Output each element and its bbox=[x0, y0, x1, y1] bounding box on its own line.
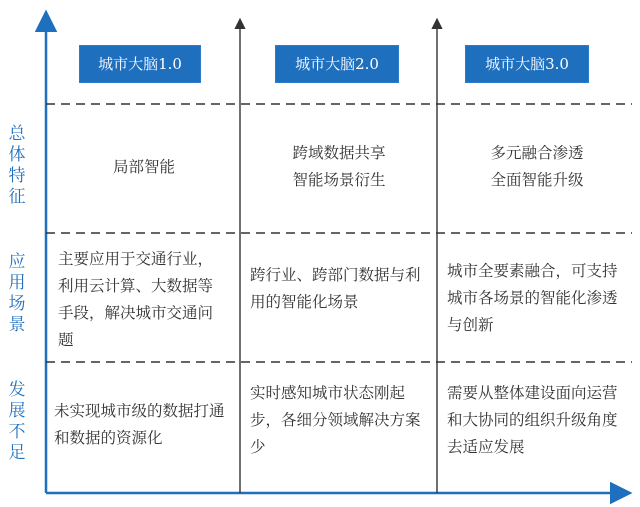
cell-overall-3-line-1: 多元融合渗透 bbox=[490, 144, 584, 162]
cell-application-1: 主要应用于交通行业，利用云计算、大数据等手段，解决城市交通问题 bbox=[58, 250, 214, 349]
header-city-brain-1: 城市大脑1.0 bbox=[80, 46, 200, 82]
cell-shortcoming-1: 未实现城市级的数据打通和数据的资源化 bbox=[54, 402, 225, 447]
cell-shortcoming-3: 需要从整体建设面向运营和大协同的组织升级角度去适应发展 bbox=[447, 384, 618, 456]
cell-application-2: 跨行业、跨部门数据与利用的智能化场景 bbox=[250, 266, 421, 311]
row-label-application: 应用场景 bbox=[8, 252, 26, 335]
cell-application-3: 城市全要素融合，可支持城市各场景的智能化渗透与创新 bbox=[447, 262, 618, 334]
row-label-overall: 总体特征 bbox=[8, 124, 26, 207]
header-city-brain-2: 城市大脑2.0 bbox=[276, 46, 398, 82]
cell-overall-3-line-2: 全面智能升级 bbox=[490, 171, 584, 189]
cell-overall-2-line-1: 跨域数据共享 bbox=[292, 144, 386, 162]
cell-overall-1: 局部智能 bbox=[112, 158, 175, 176]
row-label-shortcoming: 发展不足 bbox=[8, 380, 26, 463]
cell-overall-2-line-2: 智能场景衍生 bbox=[292, 171, 386, 189]
cell-shortcoming-2: 实时感知城市状态刚起步，各细分领域解决方案少 bbox=[250, 384, 421, 456]
cell-overall-3 bbox=[447, 140, 627, 194]
cell-overall-2 bbox=[250, 140, 428, 194]
header-city-brain-3: 城市大脑3.0 bbox=[466, 46, 588, 82]
